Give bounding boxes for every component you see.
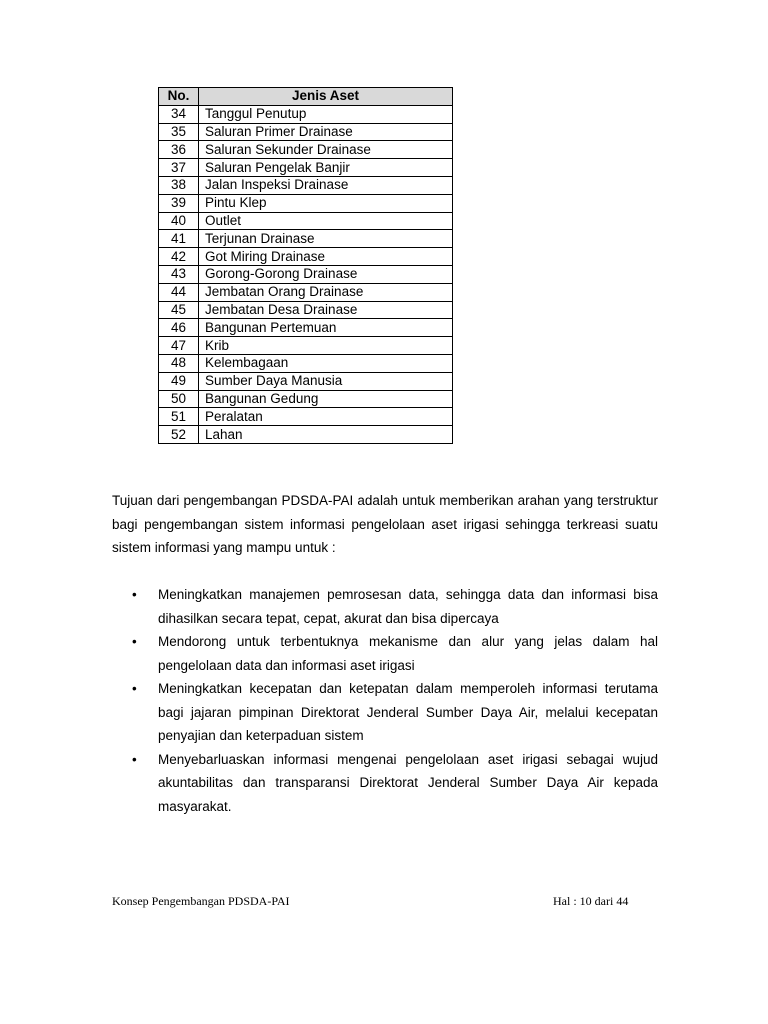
list-item [112, 630, 658, 677]
cell-jenis-aset: Krib [199, 337, 453, 355]
cell-no: 52 [159, 426, 199, 444]
table-row [159, 176, 453, 194]
list-item-text: Meningkatkan kecepatan dan ketepatan dalam memperoleh informasi terutama bagi jajaran pimpinan Direktorat Jenderal Sumber Daya Air, melalui kecepatan penyajian dan keterpaduan sistem [158, 681, 658, 743]
footer-document-title: Konsep Pengembangan PDSDA-PAI [112, 894, 290, 908]
cell-jenis-aset: Peralatan [199, 408, 453, 426]
cell-no: 49 [159, 372, 199, 390]
cell-jenis-aset: Lahan [199, 426, 453, 444]
cell-jenis-aset: Pintu Klep [199, 194, 453, 212]
cell-no: 43 [159, 265, 199, 283]
cell-jenis-aset: Saluran Primer Drainase [199, 123, 453, 141]
cell-jenis-aset: Outlet [199, 212, 453, 230]
cell-jenis-aset: Sumber Daya Manusia [199, 372, 453, 390]
cell-no: 41 [159, 230, 199, 248]
cell-no: 39 [159, 194, 199, 212]
asset-type-table [158, 87, 453, 444]
table-row [159, 248, 453, 266]
cell-jenis-aset: Jalan Inspeksi Drainase [199, 176, 453, 194]
table-row [159, 337, 453, 355]
cell-jenis-aset: Jembatan Desa Drainase [199, 301, 453, 319]
cell-jenis-aset: Gorong-Gorong Drainase [199, 265, 453, 283]
column-header-jenis-aset: Jenis Aset [199, 88, 453, 106]
table-row [159, 265, 453, 283]
cell-jenis-aset: Saluran Sekunder Drainase [199, 141, 453, 159]
footer-page-number: Hal : 10 dari 44 [553, 894, 629, 908]
cell-no: 45 [159, 301, 199, 319]
list-item [112, 583, 658, 630]
cell-jenis-aset: Saluran Pengelak Banjir [199, 159, 453, 177]
table-row [159, 426, 453, 444]
table-row [159, 212, 453, 230]
table-row [159, 230, 453, 248]
cell-jenis-aset: Got Miring Drainase [199, 248, 453, 266]
cell-no: 48 [159, 354, 199, 372]
table-body [159, 105, 453, 443]
cell-no: 47 [159, 337, 199, 355]
table-row [159, 105, 453, 123]
cell-no: 50 [159, 390, 199, 408]
cell-jenis-aset: Jembatan Orang Drainase [199, 283, 453, 301]
table-row [159, 159, 453, 177]
bullet-icon: • [132, 587, 137, 602]
cell-jenis-aset: Bangunan Pertemuan [199, 319, 453, 337]
table-header-row [159, 88, 453, 106]
table-row [159, 319, 453, 337]
list-item-text: Meningkatkan manajemen pemrosesan data, sehingga data dan informasi bisa dihasilkan secara tepat, cepat, akurat dan bisa dipercaya [158, 587, 658, 626]
cell-no: 37 [159, 159, 199, 177]
table-row [159, 141, 453, 159]
table-row [159, 408, 453, 426]
column-header-no: No. [159, 88, 199, 106]
cell-no: 34 [159, 105, 199, 123]
objectives-list [112, 583, 658, 818]
cell-jenis-aset: Bangunan Gedung [199, 390, 453, 408]
table-row [159, 123, 453, 141]
list-item [112, 677, 658, 748]
table-row [159, 301, 453, 319]
intro-paragraph: Tujuan dari pengembangan PDSDA-PAI adalah untuk memberikan arahan yang terstruktur bagi pengembangan sistem informasi pengelolaan aset irigasi sehingga terkreasi suatu sistem informasi yang mampu untuk : [112, 493, 658, 555]
cell-no: 35 [159, 123, 199, 141]
table-row [159, 354, 453, 372]
cell-no: 38 [159, 176, 199, 194]
list-item-text: Menyebarluaskan informasi mengenai pengelolaan aset irigasi sebagai wujud akuntabilitas dan transparansi Direktorat Jenderal Sumber Daya Air kepada masyarakat. [158, 751, 658, 814]
cell-no: 46 [159, 319, 199, 337]
cell-jenis-aset: Terjunan Drainase [199, 230, 453, 248]
table-row [159, 194, 453, 212]
cell-no: 42 [159, 248, 199, 266]
table-row [159, 390, 453, 408]
cell-jenis-aset: Tanggul Penutup [199, 105, 453, 123]
cell-no: 36 [159, 141, 199, 159]
cell-jenis-aset: Kelembagaan [199, 354, 453, 372]
table-row [159, 372, 453, 390]
bullet-icon: • [132, 751, 137, 767]
bullet-icon: • [132, 681, 137, 696]
list-item [112, 748, 658, 819]
cell-no: 40 [159, 212, 199, 230]
list-item-text: Mendorong untuk terbentuknya mekanisme dan alur yang jelas dalam hal pengelolaan data dan informasi aset irigasi [158, 634, 658, 673]
table-row [159, 283, 453, 301]
bullet-icon: • [132, 634, 137, 649]
cell-no: 44 [159, 283, 199, 301]
cell-no: 51 [159, 408, 199, 426]
